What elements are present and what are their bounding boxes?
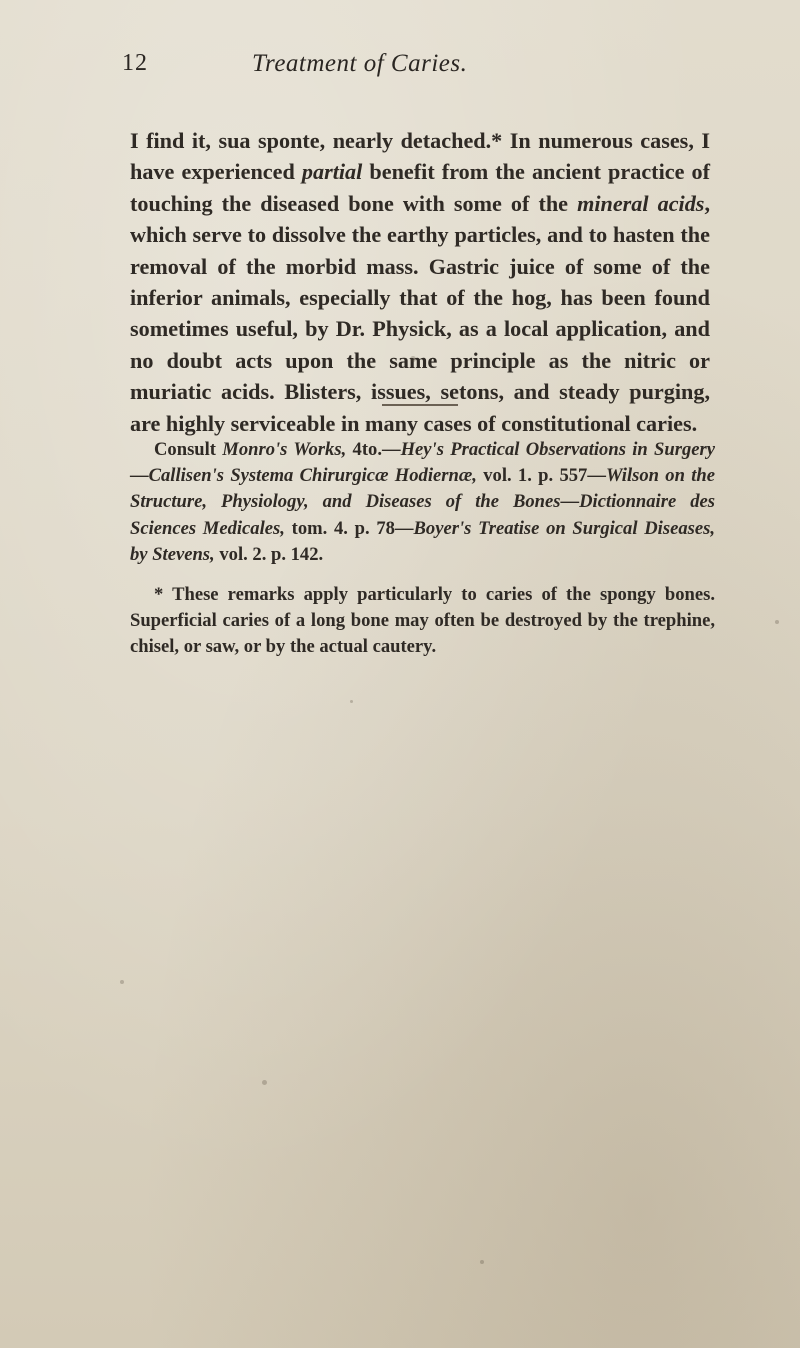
running-title: Treatment of Caries. — [252, 50, 468, 77]
section-divider — [382, 404, 458, 406]
references-paragraph — [130, 437, 715, 568]
ref-boyer: Boyer's Treatise on Surgical Diseases, by Stevens, — [130, 517, 715, 565]
paper-speck — [262, 1080, 267, 1085]
paper-speck — [120, 980, 124, 984]
running-head — [0, 50, 800, 90]
paper-speck — [350, 700, 353, 703]
body-paragraph — [130, 125, 710, 439]
ref-wilson: Wilson on the Structure, Physiology, and Diseases of the Bones — [130, 465, 715, 513]
ref-callisen-loc: vol. 1. p. 557— — [476, 465, 606, 487]
footnote: * These remarks apply particularly to caries of the spongy bones. Superficial caries of a long bone may often be destroyed by the trephine, chisel, or saw, or by the actual cautery. — [130, 584, 715, 658]
references-lead: Consult — [154, 439, 223, 460]
ref-callisen: Callisen's Systema Chirurgicæ Hodiernæ, — [148, 465, 477, 487]
body-text-3: , which serve to dissolve the earthy particles, and to hasten the removal of the morbid mass. Gastric juice of some of the inferior animals, especially that of the hog, has been found sometimes useful, by Dr. Physick, as a local application, and no doubt acts upon the same principle as the nitric or muriatic acids. Blisters, issues, setons, and steady purging, are highly serviceable in many cases of constitutional caries. — [130, 190, 710, 436]
ref-boyer-loc: vol. 2. p. 142. — [214, 543, 324, 565]
body-emphasis-mineral-acids: mineral acids — [577, 190, 705, 216]
ref-hey-title: Practical Observations in Surgery — [443, 439, 715, 460]
paper-speck — [480, 1260, 484, 1264]
ref-sep-1: 4to.— — [346, 439, 401, 460]
ref-dictionnaire: Dictionnaire des Sciences Medicales, — [130, 491, 716, 539]
ref-dictionnaire-loc: tom. 4. p. 78— — [284, 517, 414, 539]
ref-monro: Monro's Works, — [222, 439, 347, 460]
ref-sep-2: — — [130, 465, 149, 487]
body-text-2: benefit from the ancient practice of touching the diseased bone with some of the — [130, 159, 710, 216]
ref-sep-3: — — [560, 491, 580, 513]
ref-hey: Hey's — [400, 439, 444, 460]
paper-speck — [410, 356, 416, 362]
body-emphasis-partial: partial — [301, 159, 363, 185]
body-text-1: I find it, sua sponte, nearly detached.* In numerous cases, I have experienced — [130, 128, 710, 185]
paper-speck — [775, 620, 779, 624]
page-number: 12 — [122, 50, 148, 76]
